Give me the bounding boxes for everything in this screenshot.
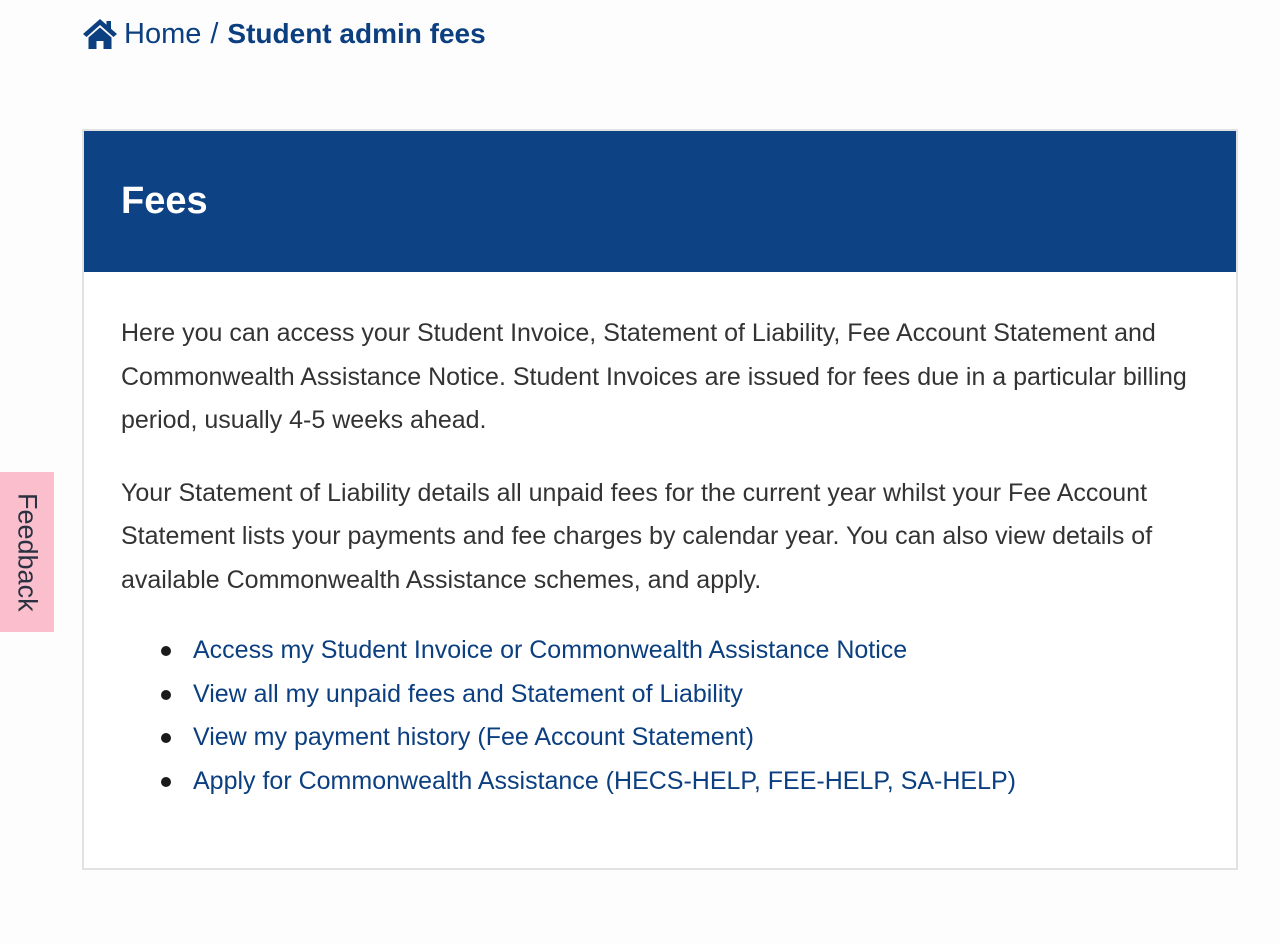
intro-paragraph: Here you can access your Student Invoice, Statement of Liability, Fee Account Statement and Commonwealth Assistance Notice. Student Invoices are issued for fees due in a particular billing period, usually 4-5 weeks ahead.	[121, 319, 1187, 434]
list-item	[161, 629, 1198, 673]
payment-history-link[interactable]: View my payment history (Fee Account Statement)	[193, 723, 754, 751]
list-item	[161, 673, 1198, 717]
bullet-icon	[161, 733, 171, 743]
list-item	[161, 760, 1198, 804]
fees-card-title: Fees	[121, 180, 208, 222]
breadcrumb	[82, 14, 486, 54]
details-paragraph: Your Statement of Liability details all unpaid fees for the current year whilst your Fee Account Statement lists your payments and fee charges by calendar year. You can also view details of available Commonwealth Assistance schemes, and apply.	[121, 478, 1153, 594]
fees-card	[82, 129, 1238, 870]
feedback-label: Feedback	[12, 492, 43, 612]
fees-card-body	[84, 272, 1236, 803]
commonwealth-assistance-link[interactable]: Apply for Commonwealth Assistance (HECS-HELP, FEE-HELP, SA-HELP)	[193, 766, 1016, 795]
unpaid-fees-link[interactable]: View all my unpaid fees and Statement of Liability	[193, 679, 743, 708]
bullet-icon	[161, 777, 171, 787]
bullet-icon	[161, 690, 171, 700]
breadcrumb-separator: /	[210, 17, 219, 50]
fees-link-list	[121, 629, 1198, 803]
fees-card-header	[84, 131, 1236, 272]
breadcrumb-home-link[interactable]: Home	[124, 17, 202, 50]
breadcrumb-current-page: Student admin fees	[227, 18, 486, 49]
feedback-tab[interactable]	[0, 472, 54, 632]
bullet-icon	[161, 646, 171, 656]
home-icon[interactable]	[82, 18, 118, 50]
student-invoice-link[interactable]: Access my Student Invoice or Commonwealth Assistance Notice	[193, 636, 908, 664]
list-item	[161, 716, 1198, 760]
